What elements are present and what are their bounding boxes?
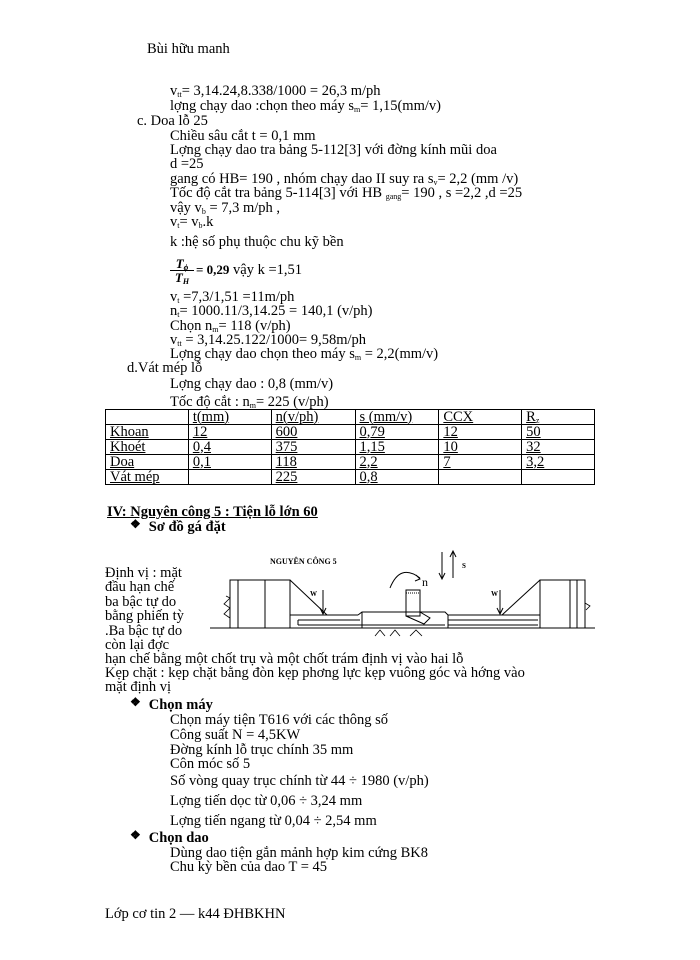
nt-line: $n_t= 1000.11/3,14.25 = 140,1$ (v/ph) <box>170 303 373 319</box>
table-cell: 225 <box>271 470 355 485</box>
table-cell: 12 <box>188 425 271 440</box>
table-header-cell <box>106 410 189 425</box>
clamp-force-label-left: W <box>310 590 317 598</box>
table-header-cell: $R_z$ <box>522 410 595 425</box>
table-cell: 7 <box>439 455 522 470</box>
author-name: Bùi hữu manh <box>147 41 230 57</box>
nm-line: Chọn $n_m= 118$ (v/ph) <box>170 318 291 334</box>
table-header-cell: n(v/ph) <box>271 410 355 425</box>
speed-table-line: Tốc độ cắt tra bảng 5-114[3] với HB $_{gang}$= 190 , s =2,2 ,d =25 <box>170 185 523 201</box>
vb-line: vậy $v_b = 7,3$ m/ph , <box>170 200 281 216</box>
hb-line: gang có HB= 190 , nhóm chạy dao II suy ra $s_v= 2,2$ (mm /v) <box>170 171 519 187</box>
chamfer-feed-line: Lợng chạy dao : 0,8 (mm/v) <box>170 376 334 392</box>
rotation-label: n <box>422 575 428 589</box>
clamp-force-label-right: W <box>491 590 498 598</box>
table-header-cell: CCX <box>439 410 522 425</box>
machine-selection-heading: ❖ Chọn máy <box>130 695 213 713</box>
locate-line: ba bậc tự do <box>105 594 177 610</box>
feed-label: S <box>462 562 466 570</box>
table-cell <box>188 470 271 485</box>
vt-formula-line: $v_t= v_b.k$ <box>170 214 214 230</box>
section-c-title: c. Doa lỗ 25 <box>137 113 208 129</box>
page-footer: Lớp cơ tin 2 — k44 ĐHBKHN <box>105 906 286 922</box>
diagram-title: NGUYÊN CÔNG 5 <box>270 557 337 566</box>
locate-continuation: hạn chế bằng một chốt trụ và một chốt trám định vị vào hai lỗ <box>105 651 464 667</box>
ratio-value-line: = 0,29 vậy k =1,51 <box>196 262 303 278</box>
table-cell <box>522 470 595 485</box>
sm-line: Lợng chạy dao chọn theo máy $s_m = 2,2(mm/v)$ <box>170 346 439 362</box>
depth-line: Chiều sâu cắt t = 0,1 mm <box>170 128 316 144</box>
table-cell: 32 <box>522 440 595 455</box>
tool-life-ratio: $\frac{T_\phi}{T_H}$ <box>170 257 194 284</box>
table-header-row <box>106 410 595 425</box>
fixture-setup-diagram <box>210 548 595 643</box>
table-cell: Khoét <box>106 440 189 455</box>
table-row <box>106 425 595 440</box>
machine-spec-line: Chọn máy tiện T616 với các thông số <box>170 712 389 728</box>
table-cell: 50 <box>522 425 595 440</box>
k-definition-line: k :hệ số phụ thuộc chu kỹ bền <box>170 234 344 250</box>
vt-value-line: $v_t =7,3/1,51 =11m/ph$ <box>170 289 295 305</box>
locate-line: .Ba bậc tự do <box>105 623 183 639</box>
table-cell <box>439 470 522 485</box>
machine-spec-line: Số vòng quay trục chính từ 44 ÷ 1980 (v/ph) <box>170 773 429 789</box>
machining-parameters-table <box>105 409 595 485</box>
machine-spec-line: Đờng kính lỗ trục chính 35 mm <box>170 742 354 758</box>
table-cell: Doa <box>106 455 189 470</box>
table-row <box>106 455 595 470</box>
bullet-diamond-icon: ❖ <box>130 828 141 842</box>
table-cell: 600 <box>271 425 355 440</box>
bullet-diamond-icon: ❖ <box>130 695 141 709</box>
table-cell: 0,8 <box>355 470 439 485</box>
table-cell: 2,2 <box>355 455 439 470</box>
table-cell: 0,79 <box>355 425 439 440</box>
tool-spec-line: Dùng dao tiện gắn mảnh hợp kim cứng BK8 <box>170 845 428 861</box>
table-cell: 3,2 <box>522 455 595 470</box>
table-cell: Vát mép <box>106 470 189 485</box>
setup-diagram-heading: ❖ Sơ đồ gá đặt <box>130 517 226 535</box>
table-cell: 0,4 <box>188 440 271 455</box>
table-row <box>106 470 595 485</box>
vtt-line: $v_{tt} = 3,14.25.122/1000= 9,58m/ph$ <box>170 332 367 348</box>
diameter-line: d =25 <box>170 156 204 172</box>
table-cell: 1,15 <box>355 440 439 455</box>
machine-spec-line: Lợng tiến ngang từ 0,04 ÷ 2,54 mm <box>170 813 377 829</box>
table-header-cell: t(mm) <box>188 410 271 425</box>
feed-line: lợng chạy dao :chọn theo máy $s_m= 1,15(mm/v)$ <box>170 98 441 114</box>
machine-spec-line: Côn móc số 5 <box>170 756 251 772</box>
clamp-line: Kẹp chặt : kẹp chặt bằng đòn kẹp phơng lực kẹp vuông góc và hớng vào <box>105 665 525 681</box>
tool-spec-line: Chu kỳ bền của dao T = 45 <box>170 859 328 875</box>
chamfer-speed-line: Tốc độ cắt : $n_m= 225$ (v/ph) <box>170 394 329 410</box>
tool-selection-heading: ❖ Chọn dao <box>130 828 209 846</box>
locate-line: bằng phiến tỳ <box>105 608 184 624</box>
feed-table-line: Lợng chạy dao tra bảng 5-112[3] với đờng kính mũi doa <box>170 142 497 158</box>
table-cell: 12 <box>439 425 522 440</box>
locate-line: còn lại đợc <box>105 637 170 653</box>
machine-spec-line: Lợng tiến dọc từ 0,06 ÷ 3,24 mm <box>170 793 363 809</box>
table-cell: 10 <box>439 440 522 455</box>
table-header-cell: s (mm/v) <box>355 410 439 425</box>
table-cell: Khoan <box>106 425 189 440</box>
clamp-continuation: mặt định vị <box>105 679 172 695</box>
bullet-diamond-icon: ❖ <box>130 517 141 531</box>
locate-line: đầu hạn chế <box>105 579 175 595</box>
section-iv-heading: IV: Nguyên công 5 : Tiện lỗ lớn 60 <box>107 504 318 520</box>
cut-speed-line: $v_{tt}= 3,14.24,8.338/1000 = 26,3$ m/ph <box>170 83 381 99</box>
table-cell: 118 <box>271 455 355 470</box>
table-cell: 0,1 <box>188 455 271 470</box>
machine-spec-line: Công suất N = 4,5KW <box>170 727 301 743</box>
locate-line: Định vị : mặt <box>105 565 182 581</box>
table-cell: 375 <box>271 440 355 455</box>
section-d-title: d.Vát mép lỗ <box>127 360 203 376</box>
table-row <box>106 440 595 455</box>
